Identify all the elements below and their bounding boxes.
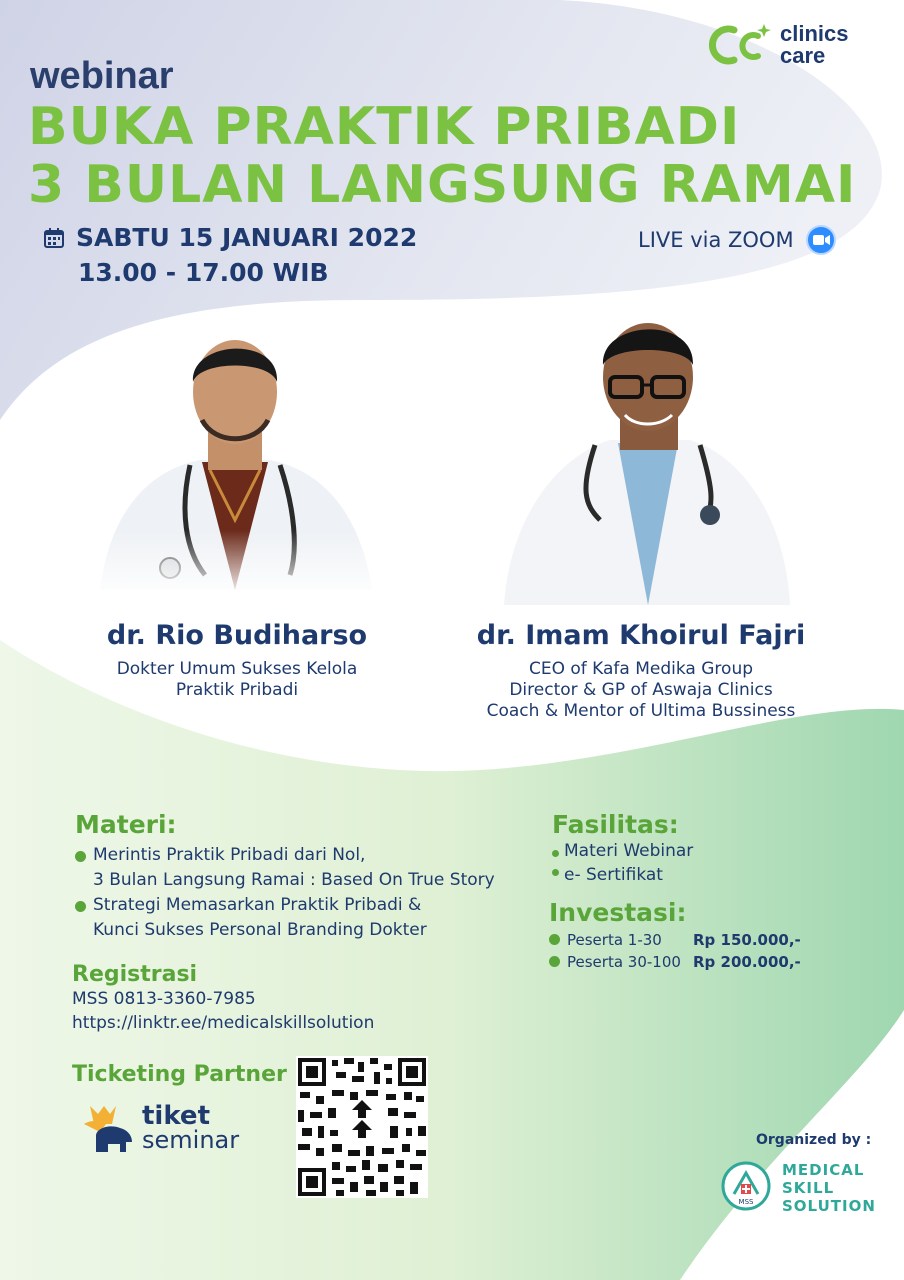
bullet-icon — [549, 956, 560, 967]
speaker-rio-desc-line1: Dokter Umum Sukses Kelola — [116, 659, 358, 679]
mss-name-line3: SOLUTION — [782, 1197, 876, 1215]
investasi-label: Peserta 1-30 — [567, 931, 662, 949]
materi-item2-line1: Strategi Memasarkan Praktik Pribadi & — [93, 895, 422, 915]
investasi-label: Peserta 30-100 — [567, 953, 681, 971]
bullet-icon — [75, 901, 86, 912]
tiket-seminar-icon — [80, 1102, 134, 1154]
registrasi-heading: Registrasi — [72, 962, 198, 987]
mss-name-line1: MEDICAL — [782, 1161, 865, 1179]
speaker-rio-photo — [90, 320, 380, 600]
speaker-rio-name: dr. Rio Budiharso — [106, 620, 368, 651]
tiket-text: tiket — [142, 1101, 210, 1131]
organized-by-label: Organized by : — [756, 1132, 872, 1148]
bullet-icon — [552, 869, 559, 876]
materi-heading: Materi: — [75, 810, 177, 839]
registrasi-section — [72, 962, 492, 1035]
event-time: 13.00 - 17.00 WIB — [78, 258, 329, 287]
event-title-line1: BUKA PRAKTIK PRIBADI — [28, 97, 741, 157]
materi-item — [75, 843, 525, 893]
speaker-imam-desc-line1: CEO of Kafa Medika Group — [528, 659, 754, 679]
investasi-price: Rp 150.000,- — [693, 931, 801, 949]
materi-section — [75, 810, 525, 943]
zoom-camera-icon — [806, 225, 836, 255]
calendar-icon — [44, 228, 64, 248]
mss-badge-text: MSS — [738, 1198, 754, 1206]
speaker-rio-desc-line2: Praktik Pribadi — [175, 680, 299, 700]
bullet-icon — [549, 934, 560, 945]
speaker-rio — [82, 620, 392, 701]
materi-item1-line2: 3 Bulan Langsung Ramai : Based On True Story — [93, 870, 495, 890]
fasilitas-heading: Fasilitas: — [552, 810, 679, 839]
event-date — [44, 223, 417, 252]
brand-name-line1: clinics — [780, 21, 849, 46]
speaker-imam-desc-line3: Coach & Mentor of Ultima Bussiness — [486, 701, 796, 721]
qr-code[interactable] — [296, 1056, 428, 1198]
materi-item2-line2: Kunci Sukses Personal Branding Dokter — [93, 920, 427, 940]
fasilitas-item — [552, 839, 852, 863]
investasi-row — [549, 929, 869, 951]
investasi-row — [549, 951, 869, 973]
fasilitas-item — [552, 863, 852, 887]
fasilitas-item-text: Materi Webinar — [564, 841, 694, 861]
ticketing-heading: Ticketing Partner — [72, 1062, 287, 1087]
clinics-care-logo — [706, 20, 848, 70]
brand-name-line2: care — [780, 43, 826, 68]
bullet-icon — [552, 850, 559, 857]
event-title-line2: 3 BULAN LANGSUNG RAMAI — [28, 155, 857, 215]
speaker-imam-desc-line2: Director & GP of Aswaja Clinics — [509, 680, 773, 700]
mss-logo-icon — [720, 1160, 772, 1212]
investasi-section — [549, 898, 869, 973]
materi-item — [75, 893, 525, 943]
mss-name — [782, 1161, 876, 1215]
speaker-imam — [446, 620, 836, 722]
fasilitas-section — [552, 810, 852, 887]
fasilitas-item-text: e- Sertifikat — [564, 865, 663, 885]
registrasi-phone: MSS 0813-3360-7985 — [72, 989, 256, 1009]
live-via-zoom — [638, 225, 836, 255]
event-date-text: SABTU 15 JANUARI 2022 — [76, 223, 418, 252]
tiket-seminar-logo — [80, 1102, 239, 1154]
webinar-kicker: webinar — [30, 55, 174, 97]
speaker-imam-name: dr. Imam Khoirul Fajri — [476, 620, 806, 651]
live-text: LIVE via ZOOM — [638, 228, 794, 252]
investasi-price: Rp 200.000,- — [693, 953, 801, 971]
bullet-icon — [75, 851, 86, 862]
registrasi-link[interactable]: https://linktr.ee/medicalskillsolution — [72, 1013, 375, 1033]
speaker-imam-photo — [500, 315, 792, 605]
mss-name-line2: SKILL — [782, 1179, 835, 1197]
cc-logo-icon — [706, 20, 774, 70]
event-title — [28, 98, 856, 214]
materi-item1-line1: Merintis Praktik Pribadi dari Nol, — [93, 845, 366, 865]
investasi-heading: Investasi: — [549, 898, 687, 927]
seminar-text: seminar — [142, 1126, 240, 1154]
materi-list — [75, 843, 525, 943]
